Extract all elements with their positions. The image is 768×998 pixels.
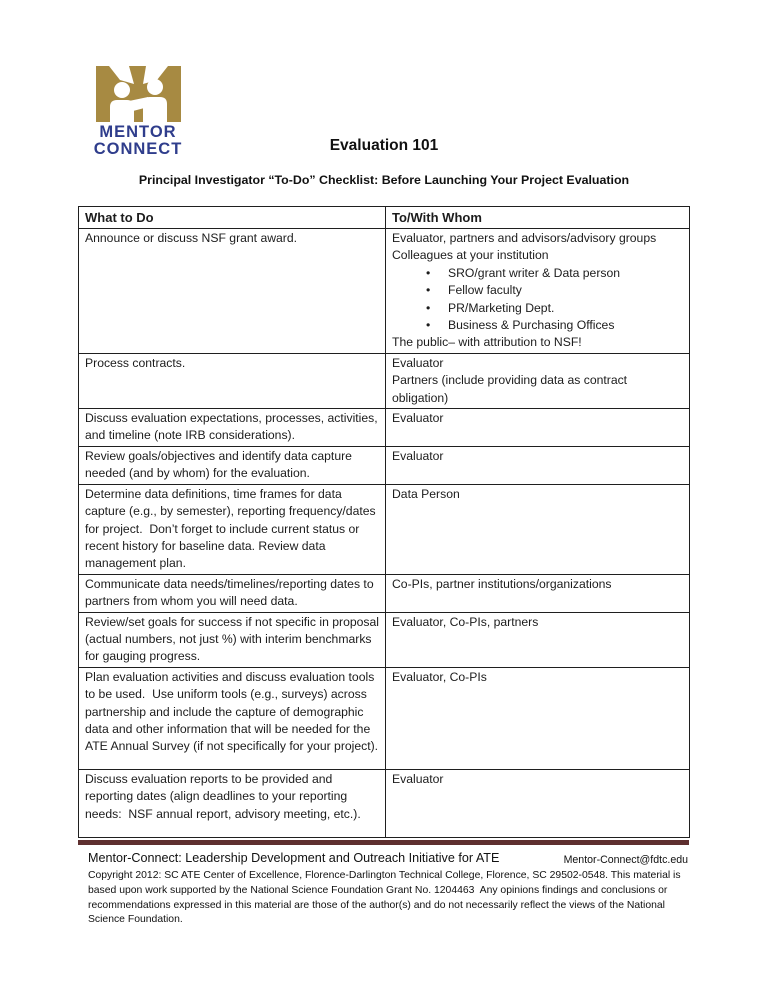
cell-whom	[386, 769, 690, 837]
cell-text: Evaluator	[392, 411, 444, 426]
cell-what	[79, 667, 386, 769]
bullet-text: PR/Marketing Dept.	[448, 300, 555, 315]
cell-what	[79, 484, 386, 574]
cell-text: Discuss evaluation expectations, processes, activities, and timeline (note IRB considerations).	[85, 411, 382, 443]
bullet-item	[392, 317, 683, 334]
cell-what	[79, 446, 386, 484]
table-row	[79, 353, 690, 408]
cell-whom	[386, 667, 690, 769]
document-subtitle: Principal Investigator “To-Do” Checklist: Before Launching Your Project Evaluation	[138, 173, 630, 187]
logo-text-mentor: MENTOR	[99, 123, 177, 141]
table-row	[79, 409, 690, 447]
cell-whom	[386, 612, 690, 667]
cell-whom	[386, 484, 690, 574]
bullet-icon: •	[426, 318, 431, 333]
cell-whom	[386, 353, 690, 408]
cell-text: Process contracts.	[85, 355, 186, 370]
cell-text: Plan evaluation activities and discuss evaluation tools to be used. Use uniform tools (e.g., surveys) across partnership and include the capture of demographic data and other information that will be needed for the ATE Annual Survey (if not specifically for your project).	[85, 669, 379, 754]
bullet-item	[392, 300, 683, 317]
bullet-icon: •	[426, 265, 431, 280]
cell-whom	[386, 574, 690, 612]
cell-text: Evaluator, partners and advisors/advisory groups	[392, 231, 657, 245]
cell-whom	[386, 409, 690, 447]
document-title: Evaluation 101	[329, 137, 439, 154]
table-row	[79, 484, 690, 574]
cell-text: Evaluator, Co-PIs, partners	[392, 614, 539, 629]
cell-text: The public– with attribution to NSF!	[392, 335, 582, 350]
cell-text: Evaluator, Co-PIs	[392, 669, 487, 684]
table-row	[79, 612, 690, 667]
bullet-item	[392, 265, 683, 282]
cell-whom	[386, 229, 690, 354]
cell-text: Review goals/objectives and identify data capture needed (and by whom) for the evaluation.	[85, 448, 356, 481]
bullet-icon: •	[426, 300, 431, 315]
cell-text: Review/set goals for success if not specific in proposal (actual numbers, not just %) with interim benchmarks for gauging progress.	[85, 614, 383, 664]
table-row	[79, 229, 690, 354]
table-header-row	[79, 207, 690, 229]
footer-organization: Mentor-Connect: Leadership Development and Outreach Initiative for ATE	[88, 851, 500, 865]
cell-text: Announce or discuss NSF grant award.	[85, 231, 298, 245]
footer-email: Mentor-Connect@fdtc.edu	[563, 854, 688, 866]
cell-text: Discuss evaluation reports to be provided and reporting dates (align deadlines to your reporting needs: NSF annual report, advisory meeting, etc.).	[85, 771, 361, 821]
cell-what	[79, 769, 386, 837]
bullet-text: SRO/grant writer & Data person	[448, 265, 621, 280]
bullet-icon: •	[426, 283, 431, 298]
column-header-what-to-do: What to Do	[79, 207, 386, 229]
cell-text: Evaluator	[392, 448, 444, 463]
table-row	[79, 769, 690, 837]
bullet-text: Business & Purchasing Offices	[448, 318, 615, 333]
table-row	[79, 667, 690, 769]
cell-what	[79, 229, 386, 354]
cell-text: Evaluator	[392, 771, 444, 786]
logo-text-connect: CONNECT	[93, 139, 183, 158]
cell-what	[79, 612, 386, 667]
bullet-item	[392, 282, 683, 299]
mentor-connect-logo-mark	[96, 66, 181, 122]
bullet-text: Fellow faculty	[448, 283, 522, 298]
cell-text: Partners (include providing data as contract obligation)	[392, 373, 631, 405]
cell-what	[79, 574, 386, 612]
footer-divider	[78, 840, 689, 845]
checklist-table	[78, 206, 690, 838]
cell-text: Co-PIs, partner institutions/organizations	[392, 576, 612, 591]
cell-text: Determine data definitions, time frames for data capture (e.g., by semester), reporting frequency/dates for project. Don’t forget to include current status or recent history for baseline data. Review data management plan.	[85, 486, 380, 571]
cell-what	[79, 409, 386, 447]
column-header-to-with-whom: To/With Whom	[386, 207, 690, 229]
cell-text: Data Person	[392, 486, 460, 501]
table-row	[79, 574, 690, 612]
cell-whom	[386, 446, 690, 484]
cell-what	[79, 353, 386, 408]
footer-copyright: Copyright 2012: SC ATE Center of Excellence, Florence-Darlington Technical College, Florence, SC 29502-0548. This material is based upon work supported by the National Science Foundation Grant No. 1204463 Any opinions findings and conclusions or recommendations expressed in this material are those of the author(s) and do not necessarily reflect the views of the National Science Foundation.	[88, 870, 684, 926]
cell-text: Colleagues at your institution	[392, 248, 549, 263]
cell-text: Communicate data needs/timelines/reporting dates to partners from whom you will need data.	[85, 576, 377, 609]
cell-text: Evaluator	[392, 355, 444, 370]
table-row	[79, 446, 690, 484]
